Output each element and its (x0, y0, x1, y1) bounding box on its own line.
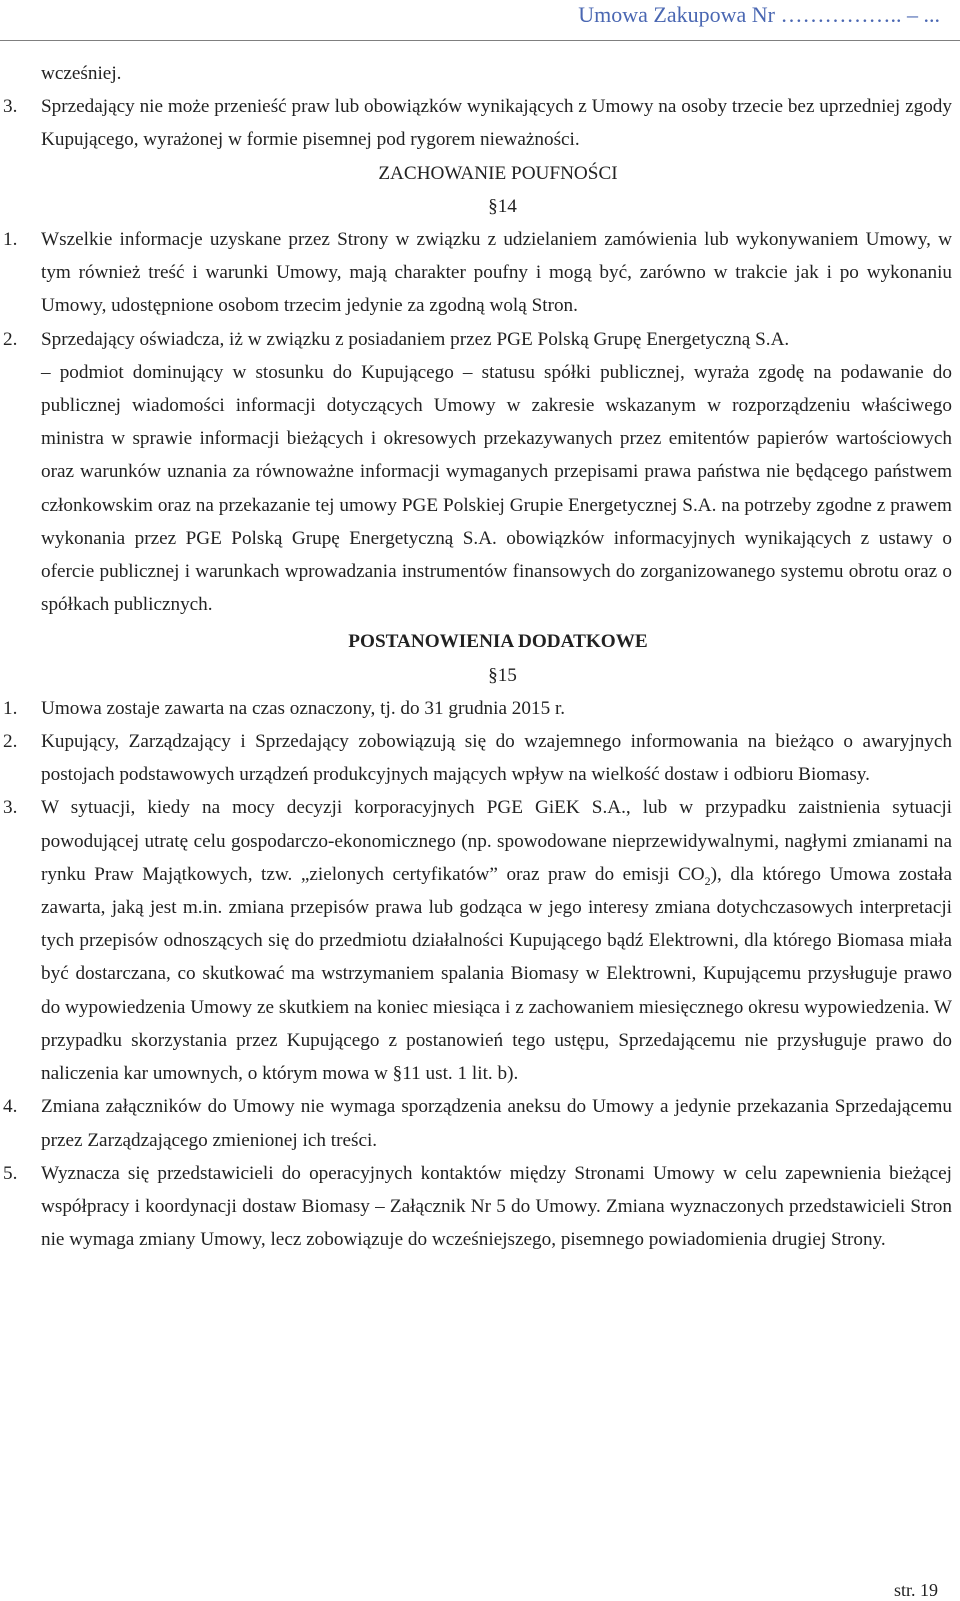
page-header (0, 0, 960, 41)
item-text: Sprzedający nie może przenieść praw lub obowiązków wynikających z Umowy na osoby trzecie bez uprzedniej zgody Kupującego, wyrażonej w formie pisemnej pod rygorem nieważności. (41, 96, 952, 151)
item-text-part: ), dla którego Umowa została zawarta, jaką jest m.in. zmiana przepisów prawa lub godząca w jego interesy zmiana dotychczasowych interpretacji tych przepisów odnoszących się do przedmiotu działalności Kupującego bądź Elektrowni, dla którego Biomasa miała być dostarczana, co skutkować ma wstrzymaniem spalania Biomasy w Elektrowni, Kupującemu przysługuje prawo do wypowiedzenia Umowy ze skutkiem na koniec miesiąca i z zachowaniem miesięcznego okresu wypowiedzenia. W przypadku skorzystania przez Kupującego z postanowień tego ustępu, Sprzedającemu nie przysługuje prawo do naliczenia kar umownych, o którym mowa w §11 ust. 1 lit. b). (41, 863, 952, 1085)
item-number: 2. (3, 731, 18, 753)
paragraph-number: §14 (488, 195, 517, 217)
list-item (0, 223, 955, 323)
continuation-text: wcześniej. (41, 63, 122, 84)
section-heading: ZACHOWANIE POUFNOŚCI (378, 162, 618, 184)
list-item (0, 323, 955, 356)
item-number: 4. (3, 1096, 18, 1118)
document-title: Umowa Zakupowa Nr …………….. – ... (578, 2, 940, 27)
item-number: 2. (3, 328, 18, 350)
item-text-part: W sytuacji, kiedy na mocy decyzji korporacyjnych PGE GiEK S.A., lub w przypadku zaistnienia sytuacji powodującej utratę celu gospodarczo-ekonomicznego (np. spowodowane nieprzewidywalnymi, nagłymi zmianami na rynku Praw Majątkowych, tzw. „zielonych certyfikatów” oraz praw do emisji CO (41, 797, 952, 885)
item-number: 3. (3, 96, 18, 118)
document-body (0, 57, 955, 1256)
item-number: 1. (3, 229, 18, 251)
list-item (0, 692, 955, 725)
item-text: Zmiana załączników do Umowy nie wymaga sporządzenia aneksu do Umowy a jedynie przekazania Sprzedającemu przez Zarządzającego zmienionej ich treści. (41, 1096, 952, 1151)
item-text: Wyznacza się przedstawicieli do operacyjnych kontaktów między Stronami Umowy w celu zapewnienia bieżącej współpracy i koordynacji dostaw Biomasy – Załącznik Nr 5 do Umowy. Zmiana wyznaczonych przedstawicieli Stron nie wymaga zmiany Umowy, lecz zobowiązuje do wcześniejszego, pisemnego powiadomienia drugiej Strony. (41, 1162, 952, 1251)
item-number: 5. (3, 1162, 18, 1184)
list-item (0, 725, 955, 791)
list-item (0, 90, 955, 156)
section-heading: POSTANOWIENIA DODATKOWE (348, 631, 648, 653)
item-text: Wszelkie informacje uzyskane przez Strony w związku z udzielaniem zamówienia lub wykonywaniem Umowy, w tym również treść i warunki Umowy, mają charakter poufny i mogą być, zarówno w trakcie jak i po wykonaniu Umowy, udostępnione osobom trzecim jedynie za zgodną wolą Stron. (41, 229, 952, 317)
item-text: Sprzedający oświadcza, iż w związku z posiadaniem przez PGE Polską Grupę Energetyczną S.A. (41, 328, 790, 350)
item-text: Kupujący, Zarządzający i Sprzedający zobowiązują się do wzajemnego informowania na bieżąco o awaryjnych postojach podstawowych urządzeń produkcyjnych mających wpływ na wielkość dostaw i odbioru Biomasy. (41, 731, 952, 786)
item-number: 1. (3, 697, 18, 719)
item-continuation: – podmiot dominujący w stosunku do Kupującego – statusu spółki publicznej, wyraża zgodę na podawanie do publicznej wiadomości informacji dotyczących Umowy w zakresie wskazanym w rozporządzeniu właściwego ministra w sprawie informacji bieżących i okresowych przekazywanych przez emitentów papierów wartościowych oraz warunków uznania za równoważne informacji wymaganych przepisami prawa państwa nie będącego państwem członkowskim oraz na przekazanie tej umowy PGE Polskiej Grupie Energetycznej S.A. na potrzeby zgodne z prawem wykonania przez PGE Polską Grupę Energetyczną S.A. obowiązków informacyjnych wynikających z ustawy o ofercie publicznej i warunkach wprowadzania instrumentów finansowych do zorganizowanego systemu obrotu oraz o spółkach publicznych. (41, 361, 952, 616)
list-item (0, 1090, 955, 1156)
page-number: str. 19 (893, 1580, 938, 1600)
item-text: Umowa zostaje zawarta na czas oznaczony, tj. do 31 grudnia 2015 r. (41, 697, 566, 719)
subscript: 2 (704, 873, 711, 888)
list-item (0, 791, 955, 1090)
list-item (0, 1157, 955, 1257)
item-number: 3. (3, 797, 18, 819)
item-text (41, 791, 955, 1090)
paragraph-number: §15 (488, 664, 517, 686)
